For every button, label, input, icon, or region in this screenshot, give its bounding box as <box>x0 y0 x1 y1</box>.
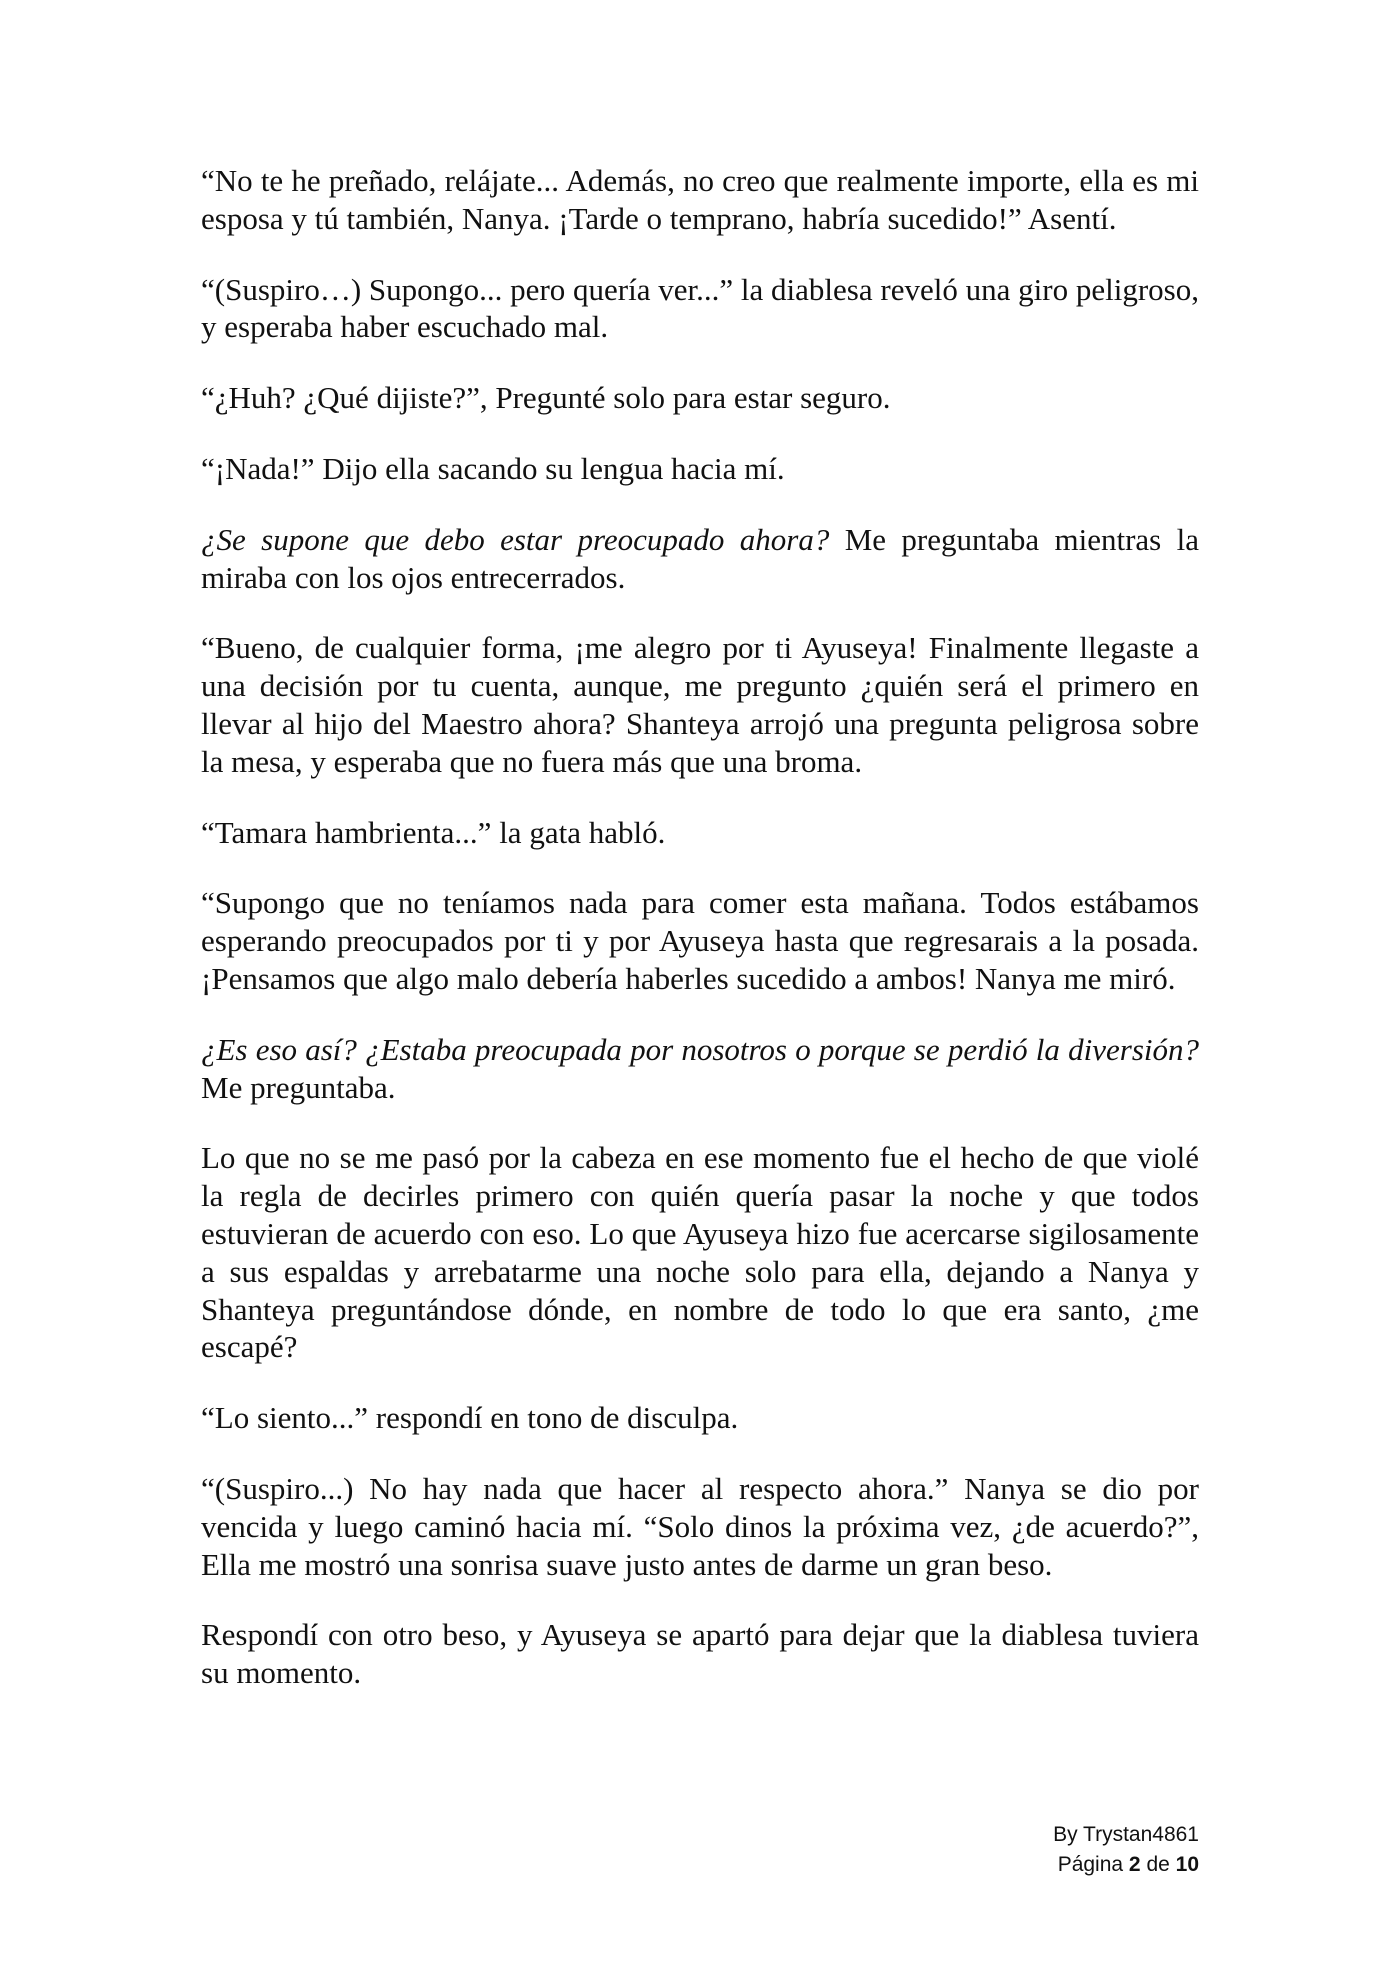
author-credit: By Trystan4861 <box>1053 1823 1199 1846</box>
italic-thought: ¿Es eso así? ¿Estaba preocupada por nosotros o porque se perdió la diversión? <box>201 1031 1199 1067</box>
paragraph-text: Respondí con otro beso, y Ayuseya se apartó para dejar que la diablesa tuviera su momento. <box>201 1617 1199 1691</box>
paragraph <box>201 884 1199 997</box>
paragraph <box>201 1399 1199 1437</box>
paragraph <box>201 629 1199 780</box>
paragraph <box>201 450 1199 488</box>
paragraph-text: “No te he preñado, relájate... Además, no creo que realmente importe, ella es mi esposa y tú también, Nanya. ¡Tarde o temprano, habría sucedido!” Asentí. <box>201 163 1199 236</box>
italic-thought: ¿Se supone que debo estar preocupado ahora? <box>201 521 830 557</box>
paragraph-text: “(Suspiro…) Supongo... pero quería ver...” la diablesa reveló una giro peligroso, y esperaba haber escuchado mal. <box>201 271 1199 345</box>
paragraph <box>201 1139 1199 1366</box>
page-footer <box>1053 1820 1199 1880</box>
paragraph <box>201 1470 1199 1583</box>
paragraph <box>201 1031 1199 1107</box>
paragraph-text: “¿Huh? ¿Qué dijiste?”, Pregunté solo para estar seguro. <box>201 380 891 416</box>
paragraph <box>201 814 1199 852</box>
paragraph-text: Lo que no se me pasó por la cabeza en ese momento fue el hecho de que violé la regla de decirles primero con quién quería pasar la noche y que todos estuvieran de acuerdo con eso. Lo que Ayuseya hizo fue acercarse sigilosamente a sus espaldas y arrebatarme una noche solo para ella, dejando a Nanya y Shanteya preguntándose dónde, en nombre de todo lo que era santo, ¿me escapé? <box>201 1140 1199 1365</box>
paragraph-text: Me preguntaba. <box>201 1069 396 1105</box>
paragraph-text: “Tamara hambrienta...” la gata habló. <box>201 814 666 850</box>
paragraph-text: “(Suspiro...) No hay nada que hacer al respecto ahora.” Nanya se dio por vencida y luego caminó hacia mí. “Solo dinos la próxima vez, ¿de acuerdo?”, Ella me mostró una sonrisa suave justo antes de darme un gran beso. <box>201 1470 1199 1582</box>
page-number <box>1053 1850 1199 1880</box>
paragraph <box>201 271 1199 347</box>
paragraph-text: Me preguntaba mientras la miraba con los ojos entrecerrados. <box>201 521 1199 595</box>
paragraph <box>201 521 1199 597</box>
page-total: 10 <box>1175 1853 1199 1876</box>
document-body <box>201 162 1199 1692</box>
paragraph <box>201 1616 1199 1692</box>
paragraph-text: “Lo siento...” respondí en tono de disculpa. <box>201 1400 739 1436</box>
page-current: 2 <box>1128 1853 1141 1876</box>
paragraph <box>201 379 1199 417</box>
page-label: Página <box>1057 1853 1129 1876</box>
paragraph-text: “¡Nada!” Dijo ella sacando su lengua hacia mí. <box>201 450 785 486</box>
paragraph-text: “Bueno, de cualquier forma, ¡me alegro por ti Ayuseya! Finalmente llegaste a una decisión por tu cuenta, aunque, me pregunto ¿quién será el primero en llevar al hijo del Maestro ahora? Shanteya arrojó una pregunta peligrosa sobre la mesa, y esperaba que no fuera más que una broma. <box>201 630 1199 779</box>
page-of-label: de <box>1140 1853 1176 1876</box>
paragraph <box>201 162 1199 238</box>
paragraph-text: “Supongo que no teníamos nada para comer esta mañana. Todos estábamos esperando preocupados por ti y por Ayuseya hasta que regresarais a la posada. ¡Pensamos que algo malo debería haberles sucedido a ambos! Nanya me miró. <box>201 885 1199 996</box>
